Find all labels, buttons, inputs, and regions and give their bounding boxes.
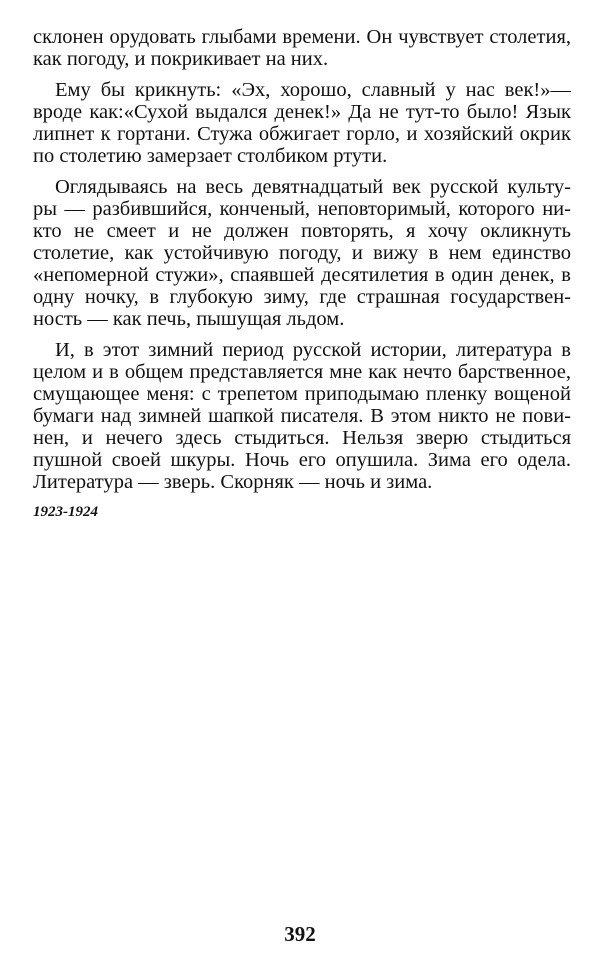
text-line: Ему бы крикнуть: «Эх, хорошо, славный у нас век!»— <box>55 79 571 101</box>
text-line: бумаги над зимней шапкой писателя. В этом никто не пови- <box>33 405 571 427</box>
paragraph-3 <box>33 176 571 330</box>
text-line: вроде как:«Сухой выдался денек!» Да не тут-то было! Язык <box>33 101 571 123</box>
text-line: ры — разбившийся, конченый, неповторимый, которого ни- <box>33 198 571 220</box>
text-line: одну ночку, в глубокую зиму, где страшная государствен- <box>33 286 571 308</box>
paragraph-1 <box>33 26 571 70</box>
text-line: «непомерной стужи», спаявшей десятилетия в один денек, в <box>33 264 571 286</box>
text-line: столетие, как устойчивую погоду, и вижу в нем единство <box>33 242 571 264</box>
text-line: пушной своей шкуры. Ночь его опушила. Зима его одела. <box>33 449 571 471</box>
text-line: смущающее меня: с трепетом приподымаю пленку вощеной <box>33 383 571 405</box>
text-line: целом и в общем представляется мне как нечто барственное, <box>33 361 571 383</box>
text-line: склонен орудовать глыбами времени. Он чувствует столетия, <box>33 26 571 48</box>
text-line: по столетию замерзает столбиком ртути. <box>33 145 388 167</box>
text-line: Литература — зверь. Скорняк — ночь и зима. <box>33 471 433 493</box>
paragraph-4 <box>33 339 571 493</box>
text-line: липнет к гортани. Стужа обжигает горло, и хозяйский окрик <box>33 123 571 145</box>
text-line: кто не смеет и не должен повторять, я хочу окликнуть <box>33 220 571 242</box>
page-body <box>33 26 571 522</box>
text-line: Оглядываясь на весь девятнадцатый век русской культу- <box>55 176 571 198</box>
text-line: как погоду, и покрикивает на них. <box>33 48 329 70</box>
text-line: нен, и нечего здесь стыдиться. Нельзя зверю стыдиться <box>33 427 571 449</box>
paragraph-2 <box>33 79 571 167</box>
text-line: И, в этот зимний период русской истории, литература в <box>55 339 571 361</box>
date-line: 1923-1924 <box>33 504 98 520</box>
page-number: 392 <box>284 922 316 946</box>
text-line: ность — как печь, пышущая льдом. <box>33 308 345 330</box>
